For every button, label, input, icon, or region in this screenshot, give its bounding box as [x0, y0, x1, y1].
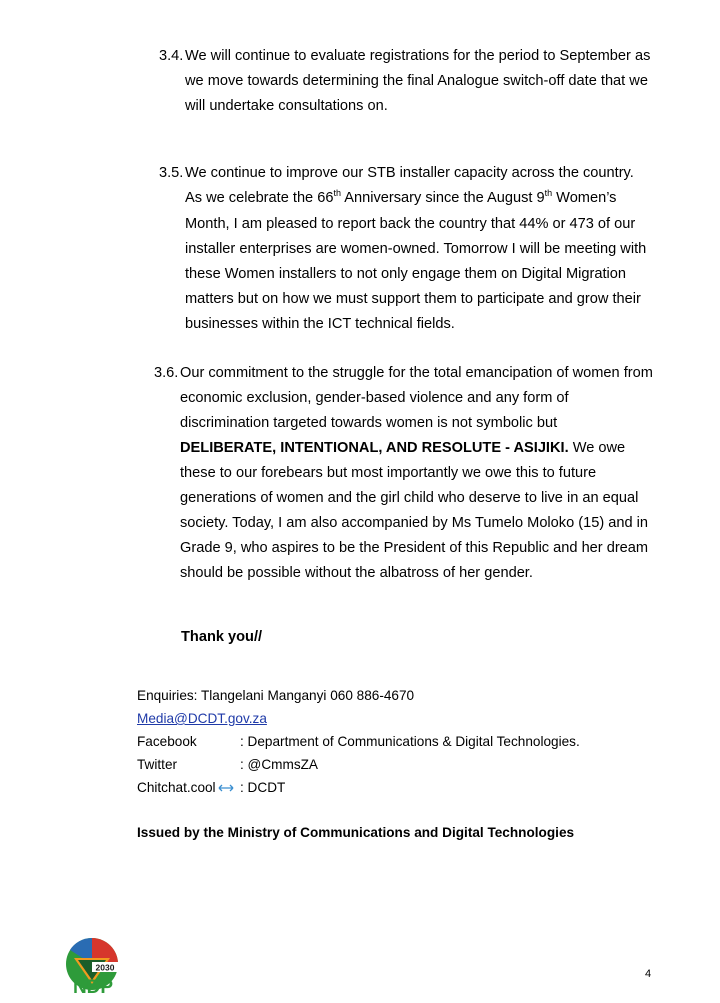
closing-text: Thank you// — [181, 629, 263, 645]
emphasis-text: DELIBERATE, INTENTIONAL, AND RESOLUTE - ASIJIKI. — [180, 440, 569, 456]
item-line: Our commitment to the struggle for the total emancipation of women from — [180, 365, 653, 381]
ndp-2030-logo — [62, 936, 126, 996]
chitchat-icon — [218, 784, 234, 792]
item-line: discrimination targeted towards women is not symbolic but — [180, 415, 558, 431]
contact-value: : @CmmsZA — [240, 757, 318, 772]
item-number: 3.5. — [159, 165, 184, 181]
item-line: these Women installers to not only engage them on Digital Migration — [185, 266, 627, 282]
item-line: generations of women and the girl child who deserve to live in an equal — [180, 490, 639, 506]
item-line: will undertake consultations on. — [185, 98, 388, 114]
contact-label: Chitchat.cool — [137, 780, 216, 795]
enquiries-line: Enquiries: Tlangelani Manganyi 060 886-4670 — [137, 688, 415, 703]
item-line: We continue to improve our STB installer capacity across the country. — [185, 165, 634, 181]
item-line: economic exclusion, gender-based violence and any form of — [180, 390, 569, 406]
email-link[interactable]: Media@DCDT.gov.za — [137, 711, 267, 726]
item-line: businesses within the ICT technical fields. — [185, 316, 455, 332]
item-line: these to our forebears but most importantly we owe this to future — [180, 465, 597, 481]
contact-value: : DCDT — [240, 780, 286, 795]
item-line: matters but on how we must support them to participate and grow their — [185, 291, 641, 307]
svg-text:2030: 2030 — [95, 962, 115, 973]
contact-row-twitter — [137, 756, 318, 774]
contact-label: Facebook — [137, 734, 197, 749]
item-line: We will continue to evaluate registrations for the period to September as — [185, 48, 651, 64]
contact-label: Twitter — [137, 757, 178, 772]
contact-row-chitchat — [137, 779, 286, 797]
contact-row-facebook — [137, 733, 580, 751]
item-line-emphasis: DELIBERATE, INTENTIONAL, AND RESOLUTE - ASIJIKI. We owe — [180, 440, 626, 456]
item-line: Grade 9, who aspires to be the President of this Republic and her dream — [180, 540, 649, 556]
svg-text:NDP: NDP — [72, 977, 114, 996]
item-line: we move towards determining the final Analogue switch-off date that we — [185, 73, 648, 89]
contact-value: : Department of Communications & Digital Technologies. — [240, 734, 580, 749]
item-line-anniversary: As we celebrate the 66th Anniversary since the August 9th Women’s — [185, 188, 617, 206]
page-number: 4 — [645, 968, 652, 980]
item-line: should be possible without the albatross of her gender. — [180, 565, 533, 581]
item-number: 3.4. — [159, 48, 184, 64]
item-line: Month, I am pleased to report back the country that 44% or 473 of our — [185, 216, 636, 232]
item-line: installer enterprises are women-owned. Tomorrow I will be meeting with — [185, 241, 647, 257]
item-number: 3.6. — [154, 365, 179, 381]
item-line: society. Today, I am also accompanied by Ms Tumelo Moloko (15) and in — [180, 515, 649, 531]
issued-by: Issued by the Ministry of Communications and Digital Technologies — [137, 825, 575, 840]
